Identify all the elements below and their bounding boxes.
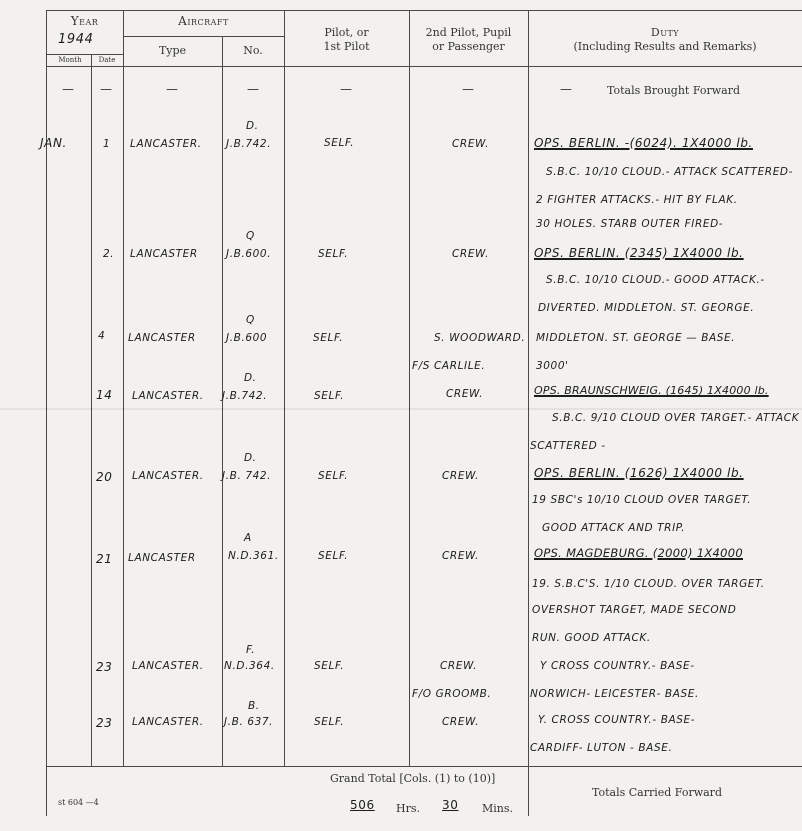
entry-duty-line: OPS. BERLIN. (2345) 1X4000 lb.	[534, 246, 744, 260]
forward-dash-type: —	[166, 82, 178, 96]
entry-duty-line: 3000'	[536, 360, 569, 372]
entry-date: 14	[96, 388, 113, 402]
header-duty-2: (Including Results and Remarks)	[573, 40, 757, 53]
entry-date: 23	[96, 716, 113, 730]
entry-type: LANCASTER	[128, 552, 196, 564]
entry-second-pilot: CREW.	[442, 470, 480, 482]
entry-aircraft-no: J.B. 742.	[222, 470, 272, 482]
entry-duty-line: MIDDLETON. ST. GEORGE — BASE.	[536, 332, 736, 344]
entry-pilot: SELF.	[314, 390, 345, 402]
forward-dash-no: —	[247, 82, 259, 96]
entry-date: 21	[96, 552, 113, 566]
entry-aircraft-no: J.B. 637.	[224, 716, 274, 728]
header-type: Type	[158, 44, 187, 57]
rule-header-bottom	[46, 66, 802, 67]
forward-dash-pilot: —	[340, 82, 352, 96]
header-duty: Duty	[650, 26, 680, 39]
entry-duty-line: OPS. MAGDEBURG. (2000) 1X4000	[534, 546, 743, 560]
forward-dash-second: —	[462, 82, 474, 96]
rule-year-aircraft	[123, 10, 124, 766]
entry-type: LANCASTER.	[130, 138, 202, 150]
entry-second-pilot: CREW.	[446, 388, 484, 400]
entry-type: LANCASTER.	[132, 660, 204, 672]
header-second-pilot: 2nd Pilot, Pupil	[425, 26, 512, 39]
rule-month-date	[91, 54, 92, 766]
entry-duty-line: OPS. BERLIN. -(6024). 1X4000 lb.	[534, 136, 753, 150]
entry-pilot: SELF.	[318, 470, 349, 482]
entry-duty-line: RUN. GOOD ATTACK.	[532, 632, 651, 644]
entry-duty-line: GOOD ATTACK AND TRIP.	[542, 522, 686, 534]
entry-duty-line: Y CROSS COUNTRY.- BASE-	[540, 660, 695, 672]
rule-pilot-second	[409, 10, 410, 766]
entry-aircraft-no: N.D.361.	[228, 550, 279, 562]
entry-second-pilot: CREW.	[442, 550, 480, 562]
entry-aircraft-no: J.B.600.	[226, 248, 272, 260]
entry-second-pilot-extra: F/S CARLILE.	[412, 360, 486, 372]
entry-aircraft-no: N.D.364.	[224, 660, 275, 672]
header-aircraft: Aircraft	[178, 14, 229, 28]
grand-total-label: Grand Total [Cols. (1) to (10)]	[330, 772, 496, 785]
entry-aircraft-letter: B.	[248, 700, 260, 712]
entry-type: LANCASTER.	[132, 716, 204, 728]
entry-type: LANCASTER	[130, 248, 198, 260]
rule-second-duty	[528, 10, 529, 816]
entry-duty-line: S.B.C. 9/10 CLOUD OVER TARGET.- ATTACK	[552, 412, 800, 424]
entry-aircraft-letter: D.	[244, 452, 257, 464]
header-year-value: 1944	[58, 32, 94, 47]
entry-aircraft-no: J.B.742.	[226, 138, 272, 150]
entry-aircraft-letter: D.	[246, 120, 259, 132]
entry-aircraft-letter: D.	[244, 372, 257, 384]
entry-duty-line: S.B.C. 10/10 CLOUD.- ATTACK SCATTERED-	[546, 166, 794, 178]
entry-duty-line: 2 FIGHTER ATTACKS.- HIT BY FLAK.	[536, 194, 738, 206]
entry-duty-line: S.B.C. 10/10 CLOUD.- GOOD ATTACK.-	[546, 274, 765, 286]
entry-pilot: SELF.	[314, 660, 345, 672]
forward-dash-duty: —	[560, 82, 572, 96]
entry-duty-line: 30 HOLES. STARB OUTER FIRED-	[536, 218, 724, 230]
entry-duty-line: OVERSHOT TARGET, MADE SECOND	[532, 604, 737, 616]
entry-date: 1	[103, 138, 111, 150]
entry-pilot: SELF.	[313, 332, 344, 344]
grand-total-mins: 30	[442, 798, 459, 812]
entry-pilot: SELF.	[324, 137, 355, 149]
grand-total-mins-label: Mins.	[482, 802, 514, 815]
entry-type: LANCASTER	[128, 332, 196, 344]
entry-pilot: SELF.	[318, 248, 349, 260]
entry-aircraft-letter: Q	[246, 230, 255, 242]
entry-duty-line: 19 SBC's 10/10 CLOUD OVER TARGET.	[532, 494, 752, 506]
entry-month: JAN.	[40, 136, 67, 150]
header-year: Year	[70, 14, 99, 28]
entry-duty-line: SCATTERED -	[530, 440, 606, 452]
rule-aircraft-under	[123, 36, 284, 37]
entry-aircraft-letter: F.	[246, 644, 256, 656]
header-pilot-2: 1st Pilot	[323, 40, 370, 53]
entry-duty-line: Y. CROSS COUNTRY.- BASE-	[538, 714, 696, 726]
entry-second-pilot-extra: F/O GROOMB.	[412, 688, 492, 700]
rule-footer-top	[46, 766, 802, 767]
entry-type: LANCASTER.	[132, 390, 204, 402]
forward-dash-date: —	[100, 82, 112, 96]
rule-left	[46, 10, 47, 816]
header-pilot: Pilot, or	[324, 26, 369, 39]
entry-second-pilot: CREW.	[452, 248, 490, 260]
entry-second-pilot: CREW.	[452, 138, 490, 150]
header-no: No.	[243, 44, 263, 57]
rule-top	[46, 10, 802, 11]
entry-duty-line: OPS. BERLIN. (1626) 1X4000 lb.	[534, 466, 744, 480]
rule-no-pilot	[284, 10, 285, 766]
entry-aircraft-no: J.B.600	[226, 332, 268, 344]
entry-pilot: SELF.	[318, 550, 349, 562]
entry-date: 23	[96, 660, 113, 674]
grand-total-hrs-label: Hrs.	[396, 802, 420, 815]
entry-date: 4	[98, 330, 106, 342]
entry-aircraft-letter: Q	[246, 314, 255, 326]
entry-duty-line: OPS. BRAUNSCHWEIG. (1645) 1X4000 lb.	[534, 384, 769, 397]
grand-total-hours: 506	[350, 798, 375, 812]
entry-aircraft-no: J.B.742.	[222, 390, 268, 402]
form-number: st 604 —4	[58, 798, 99, 807]
paper-fold	[0, 408, 802, 410]
entry-second-pilot: CREW.	[440, 660, 478, 672]
entry-aircraft-letter: A	[244, 532, 252, 544]
rule-month-under	[46, 54, 123, 55]
entry-date: 20	[96, 470, 113, 484]
totals-carried-forward: Totals Carried Forward	[592, 786, 722, 799]
entry-duty-line: 19. S.B.C'S. 1/10 CLOUD. OVER TARGET.	[532, 578, 765, 590]
header-month: Month	[58, 56, 82, 64]
entry-type: LANCASTER.	[132, 470, 204, 482]
forward-dash-month: —	[62, 82, 74, 96]
entry-date: 2.	[103, 248, 115, 260]
entry-second-pilot: S. WOODWARD.	[434, 332, 526, 344]
totals-brought-forward: Totals Brought Forward	[607, 84, 741, 97]
entry-duty-line: CARDIFF- LUTON - BASE.	[530, 742, 673, 754]
entry-second-pilot: CREW.	[442, 716, 480, 728]
entry-duty-line: DIVERTED. MIDDLETON. ST. GEORGE.	[538, 302, 755, 314]
header-date: Date	[98, 56, 116, 64]
entry-duty-line: NORWICH- LEICESTER- BASE.	[530, 688, 699, 700]
entry-pilot: SELF.	[314, 716, 345, 728]
header-second-pilot-2: or Passenger	[432, 40, 505, 53]
